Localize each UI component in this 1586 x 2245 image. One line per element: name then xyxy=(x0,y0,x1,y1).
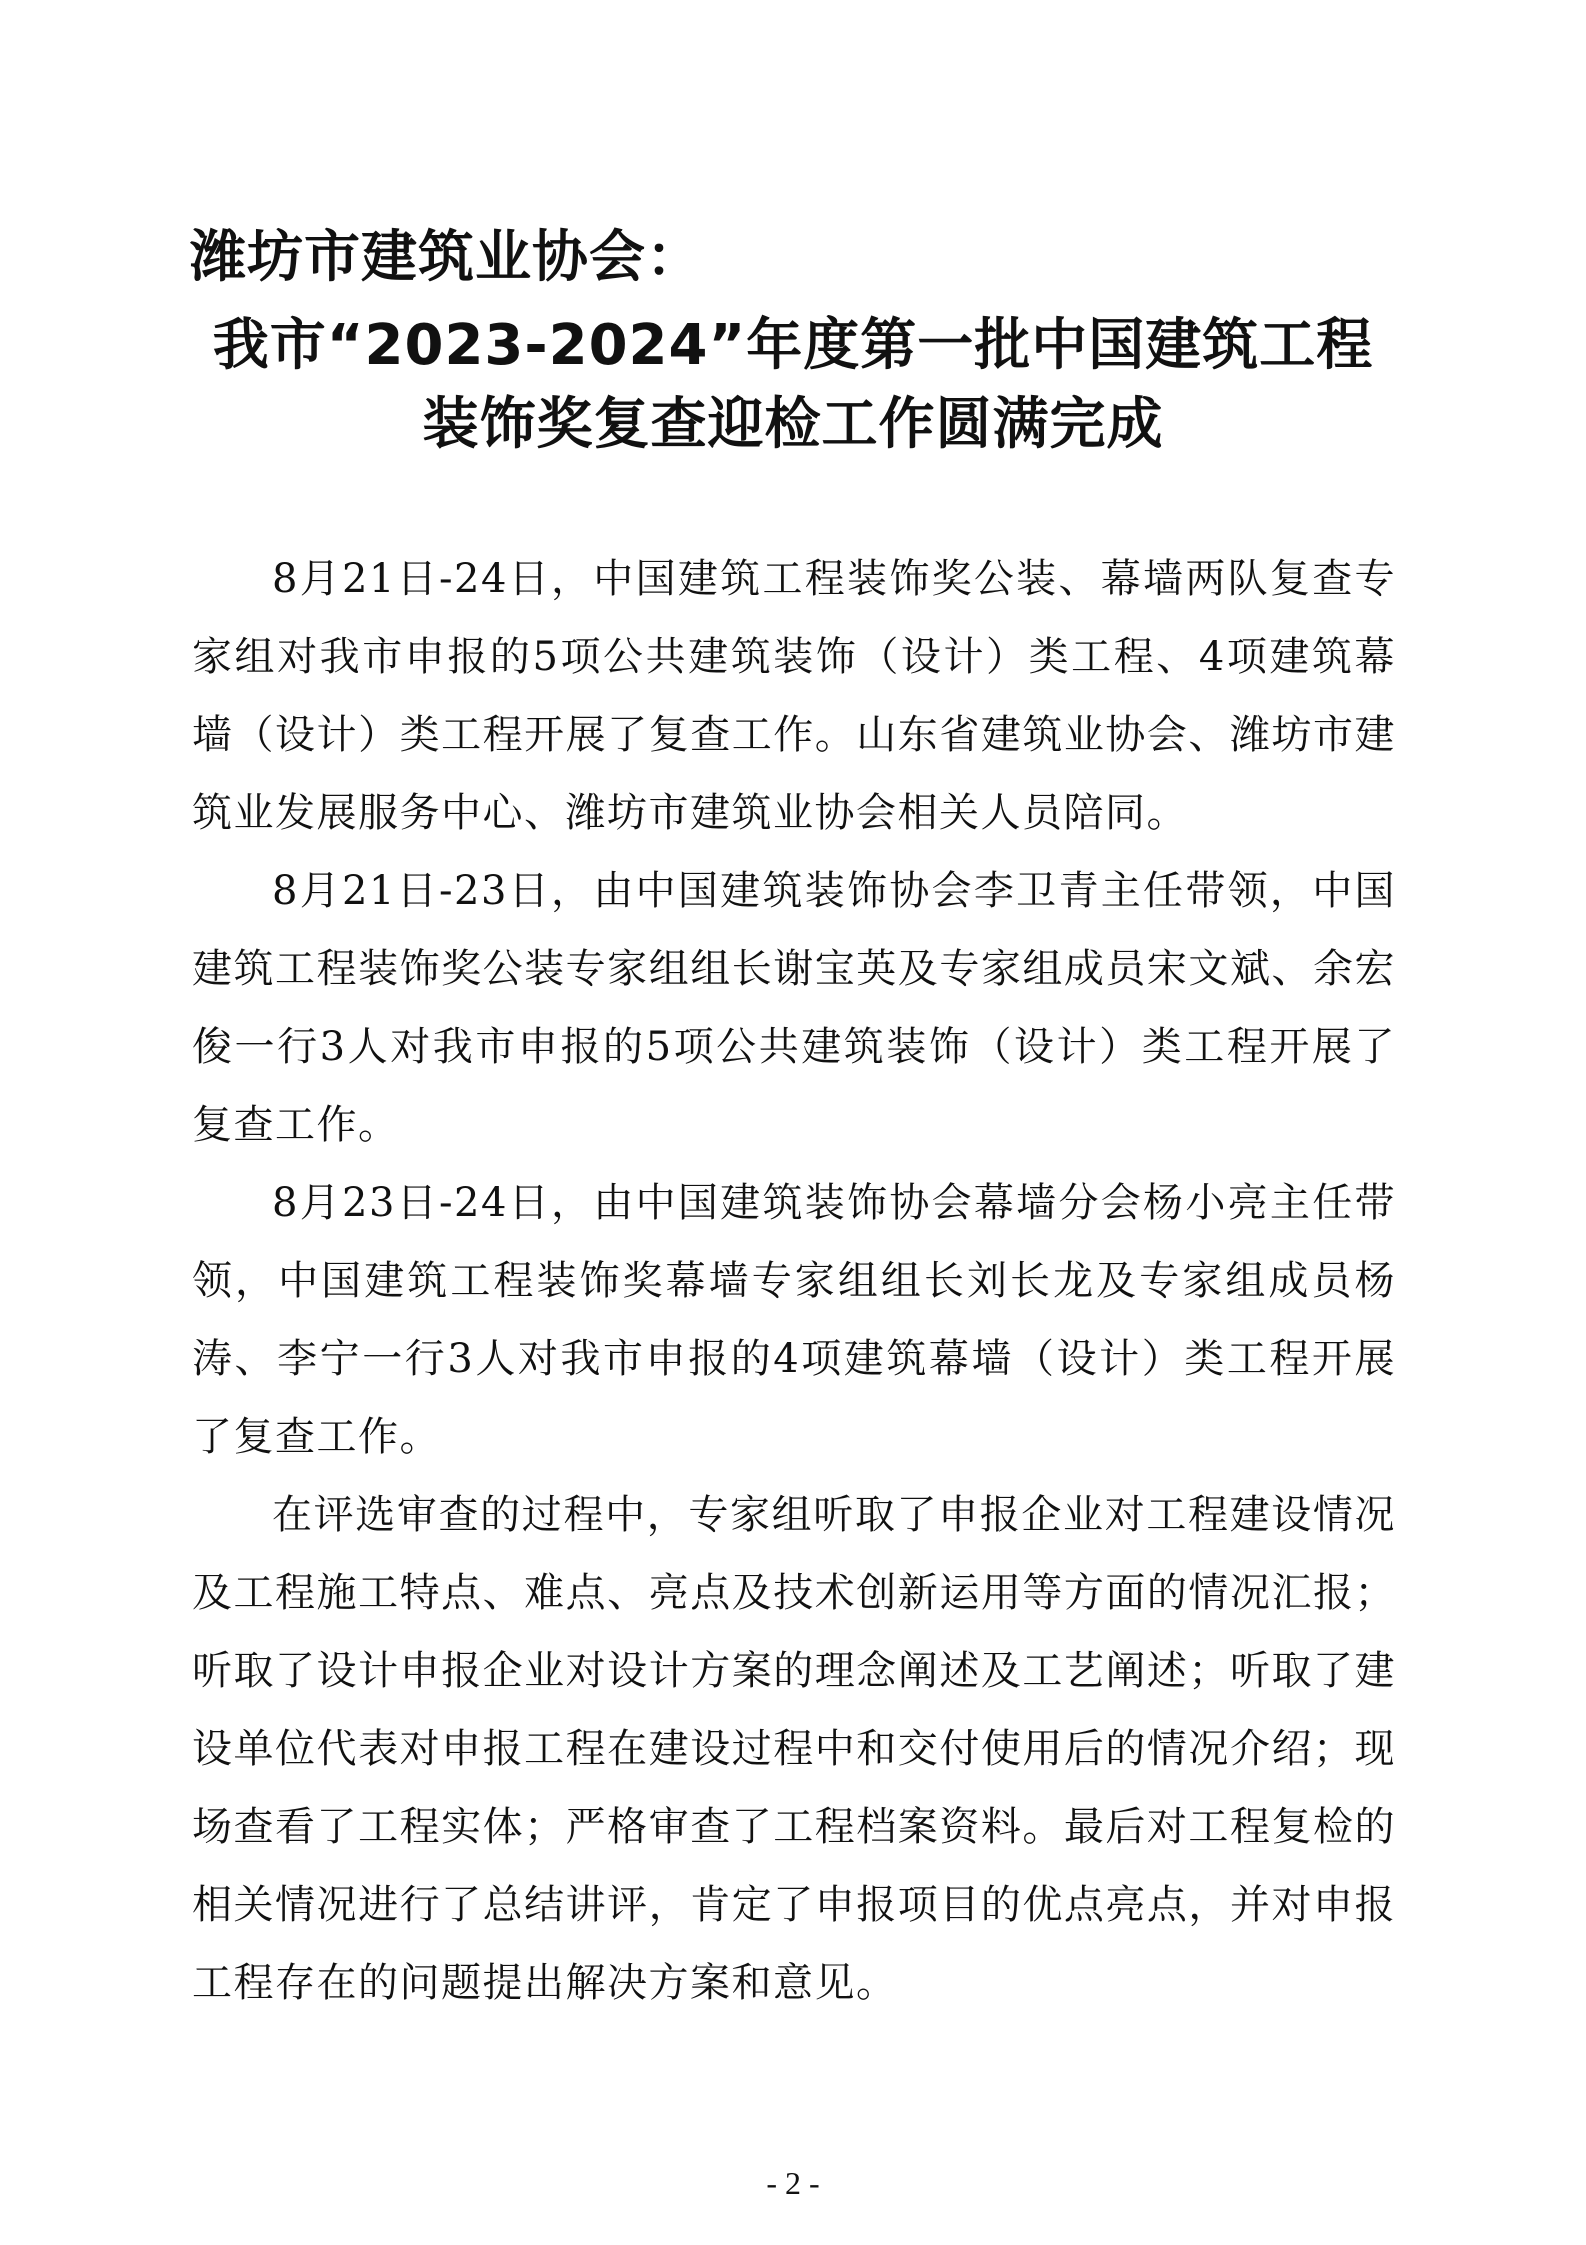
paragraph-2: 8月21日-23日，由中国建筑装饰协会李卫青主任带领，中国建筑工程装饰奖公装专家组组长谢宝英及专家组成员宋文斌、余宏俊一行3人对我市申报的5项公共建筑装饰（设计）类工程开展了复查工作。 xyxy=(192,868,1396,1148)
title-line-1: 潍坊市建筑业协会： xyxy=(190,225,703,290)
paragraph-4: 在评选审查的过程中，专家组听取了申报企业对工程建设情况及工程施工特点、难点、亮点及技术创新运用等方面的情况汇报；听取了设计申报企业对设计方案的理念阐述及工艺阐述；听取了建设单位代表对申报工程在建设过程中和交付使用后的情况介绍；现场查看了工程实体；严格审查了工程档案资料。最后对工程复检的相关情况进行了总结讲评，肯定了申报项目的优点亮点，并对申报工程存在的问题提出解决方案和意见。 xyxy=(192,1492,1396,2006)
title-line-3: 装饰奖复查迎检工作圆满完成 xyxy=(422,392,1164,457)
article-body xyxy=(192,540,1396,2022)
paragraph-1: 8月21日-24日，中国建筑工程装饰奖公装、幕墙两队复查专家组对我市申报的5项公共建筑装饰（设计）类工程、4项建筑幕墙（设计）类工程开展了复查工作。山东省建筑业协会、潍坊市建筑业发展服务中心、潍坊市建筑业协会相关人员陪同。 xyxy=(192,556,1396,836)
page-number: - 2 - xyxy=(766,2165,820,2201)
paragraph-3: 8月23日-24日，由中国建筑装饰协会幕墙分会杨小亮主任带领，中国建筑工程装饰奖幕墙专家组组长刘长龙及专家组成员杨涛、李宁一行3人对我市申报的4项建筑幕墙（设计）类工程开展了复查工作。 xyxy=(192,1180,1396,1460)
title-line-2: 我市“2023-2024”年度第一批中国建筑工程 xyxy=(212,313,1374,378)
